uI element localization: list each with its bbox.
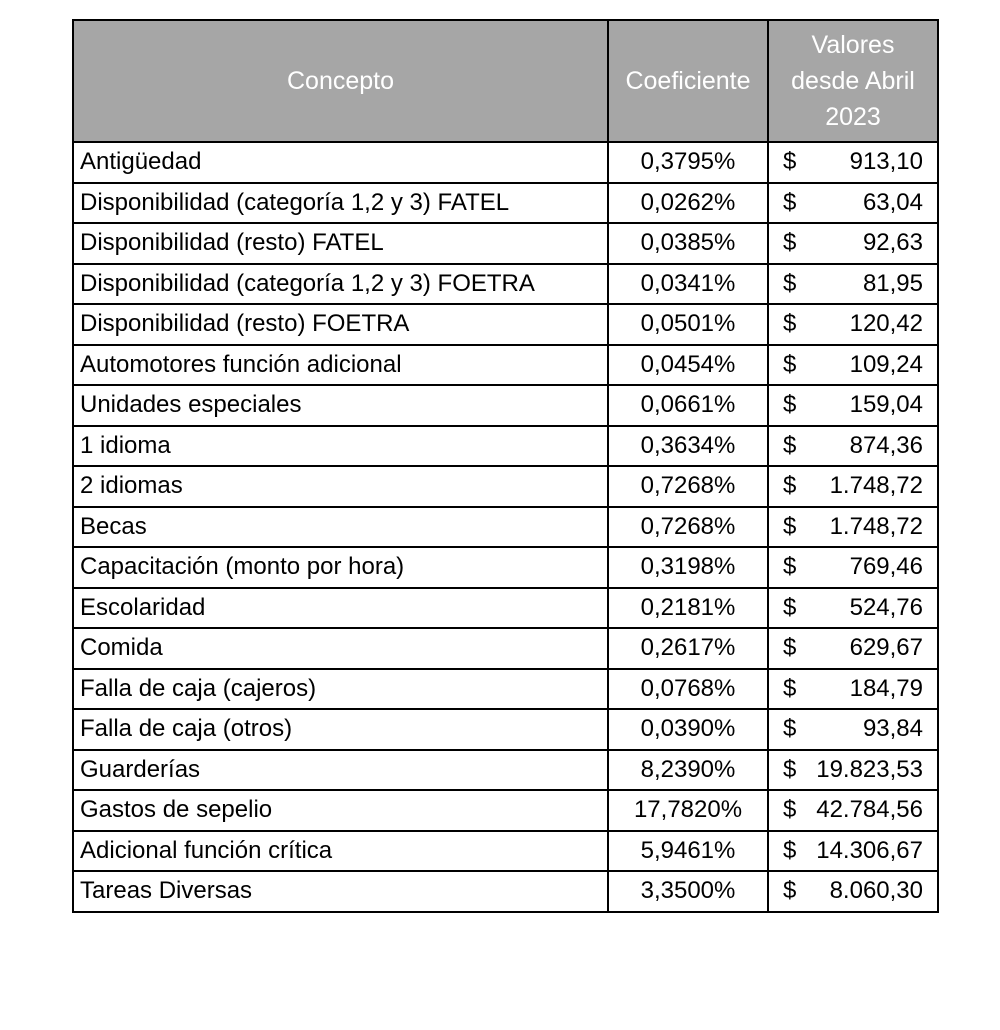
table-body	[73, 142, 938, 912]
row-coefficient: 8,2390%	[608, 750, 768, 791]
header-concept: Concepto	[73, 20, 608, 142]
row-amount: 159,04	[849, 391, 923, 419]
row-amount: 524,76	[849, 593, 923, 621]
currency-symbol: $	[783, 674, 797, 702]
row-coefficient: 0,0390%	[608, 709, 768, 750]
row-concept: Falla de caja (otros)	[73, 709, 608, 750]
row-coefficient: 0,7268%	[608, 507, 768, 548]
row-concept: Becas	[73, 507, 608, 548]
row-concept: Comida	[73, 628, 608, 669]
header-values-line-1: Valores	[811, 31, 895, 59]
row-value	[768, 507, 938, 548]
table-row	[73, 507, 938, 548]
currency-symbol: $	[783, 877, 797, 905]
currency-symbol: $	[783, 715, 797, 743]
row-value	[768, 588, 938, 629]
row-amount: 184,79	[849, 674, 923, 702]
table-row	[73, 426, 938, 467]
table-header	[73, 20, 938, 142]
row-coefficient: 0,0661%	[608, 385, 768, 426]
row-value	[768, 345, 938, 386]
table-row	[73, 871, 938, 912]
table-row	[73, 628, 938, 669]
table-row	[73, 345, 938, 386]
row-coefficient: 0,7268%	[608, 466, 768, 507]
row-coefficient: 0,0768%	[608, 669, 768, 710]
table-row	[73, 466, 938, 507]
row-concept: Capacitación (monto por hora)	[73, 547, 608, 588]
table-row	[73, 183, 938, 224]
row-concept: Tareas Diversas	[73, 871, 608, 912]
row-amount: 81,95	[862, 269, 923, 297]
row-concept: Escolaridad	[73, 588, 608, 629]
row-value	[768, 223, 938, 264]
table-row	[73, 709, 938, 750]
currency-symbol: $	[783, 269, 797, 297]
currency-symbol: $	[783, 310, 797, 338]
currency-symbol: $	[783, 188, 797, 216]
row-amount: 874,36	[849, 431, 923, 459]
row-amount: 63,04	[862, 188, 923, 216]
table-row	[73, 547, 938, 588]
row-concept: Disponibilidad (categoría 1,2 y 3) FOETRA	[73, 264, 608, 305]
row-value	[768, 669, 938, 710]
currency-symbol: $	[783, 553, 797, 581]
row-coefficient: 0,0454%	[608, 345, 768, 386]
row-concept: Unidades especiales	[73, 385, 608, 426]
row-amount: 8.060,30	[829, 877, 923, 905]
row-value	[768, 385, 938, 426]
row-amount: 1.748,72	[829, 472, 923, 500]
row-value	[768, 142, 938, 183]
row-coefficient: 5,9461%	[608, 831, 768, 872]
header-row	[73, 20, 938, 142]
table-row	[73, 142, 938, 183]
row-amount: 913,10	[849, 148, 923, 176]
row-amount: 120,42	[849, 310, 923, 338]
row-coefficient: 0,3795%	[608, 142, 768, 183]
header-values-line-3: 2023	[825, 103, 881, 131]
row-value	[768, 871, 938, 912]
currency-symbol: $	[783, 634, 797, 662]
row-amount: 92,63	[862, 229, 923, 257]
row-concept: Gastos de sepelio	[73, 790, 608, 831]
row-concept: 2 idiomas	[73, 466, 608, 507]
row-value	[768, 547, 938, 588]
row-coefficient: 0,3634%	[608, 426, 768, 467]
header-values	[768, 20, 938, 142]
row-value	[768, 709, 938, 750]
currency-symbol: $	[783, 796, 797, 824]
row-coefficient: 3,3500%	[608, 871, 768, 912]
currency-symbol: $	[783, 431, 797, 459]
table-row	[73, 223, 938, 264]
row-coefficient: 0,0501%	[608, 304, 768, 345]
row-amount: 42.784,56	[816, 796, 923, 824]
row-concept: Disponibilidad (resto) FOETRA	[73, 304, 608, 345]
row-amount: 14.306,67	[816, 836, 923, 864]
row-value	[768, 304, 938, 345]
row-concept: Antigüedad	[73, 142, 608, 183]
table-row	[73, 669, 938, 710]
values-table	[72, 19, 939, 913]
row-concept: Disponibilidad (categoría 1,2 y 3) FATEL	[73, 183, 608, 224]
row-amount: 769,46	[849, 553, 923, 581]
table-row	[73, 790, 938, 831]
row-coefficient: 0,3198%	[608, 547, 768, 588]
row-coefficient: 17,7820%	[608, 790, 768, 831]
row-value	[768, 831, 938, 872]
row-value	[768, 183, 938, 224]
row-amount: 629,67	[849, 634, 923, 662]
table-row	[73, 304, 938, 345]
row-concept: Automotores función adicional	[73, 345, 608, 386]
row-coefficient: 0,2617%	[608, 628, 768, 669]
table-row	[73, 385, 938, 426]
table-row	[73, 588, 938, 629]
currency-symbol: $	[783, 593, 797, 621]
currency-symbol: $	[783, 755, 797, 783]
currency-symbol: $	[783, 148, 797, 176]
currency-symbol: $	[783, 836, 797, 864]
row-value	[768, 790, 938, 831]
table-row	[73, 750, 938, 791]
row-coefficient: 0,0385%	[608, 223, 768, 264]
row-value	[768, 426, 938, 467]
row-amount: 1.748,72	[829, 512, 923, 540]
row-concept: Guarderías	[73, 750, 608, 791]
row-amount: 109,24	[849, 350, 923, 378]
row-value	[768, 264, 938, 305]
row-coefficient: 0,0262%	[608, 183, 768, 224]
header-values-line-2: desde Abril	[791, 67, 915, 95]
table-row	[73, 264, 938, 305]
currency-symbol: $	[783, 350, 797, 378]
currency-symbol: $	[783, 472, 797, 500]
row-amount: 93,84	[862, 715, 923, 743]
row-value	[768, 628, 938, 669]
row-value	[768, 466, 938, 507]
row-amount: 19.823,53	[816, 755, 923, 783]
currency-symbol: $	[783, 391, 797, 419]
row-concept: Adicional función crítica	[73, 831, 608, 872]
currency-symbol: $	[783, 512, 797, 540]
row-coefficient: 0,2181%	[608, 588, 768, 629]
header-coefficient: Coeficiente	[608, 20, 768, 142]
row-value	[768, 750, 938, 791]
currency-symbol: $	[783, 229, 797, 257]
row-concept: Disponibilidad (resto) FATEL	[73, 223, 608, 264]
table-row	[73, 831, 938, 872]
row-concept: 1 idioma	[73, 426, 608, 467]
row-coefficient: 0,0341%	[608, 264, 768, 305]
row-concept: Falla de caja (cajeros)	[73, 669, 608, 710]
